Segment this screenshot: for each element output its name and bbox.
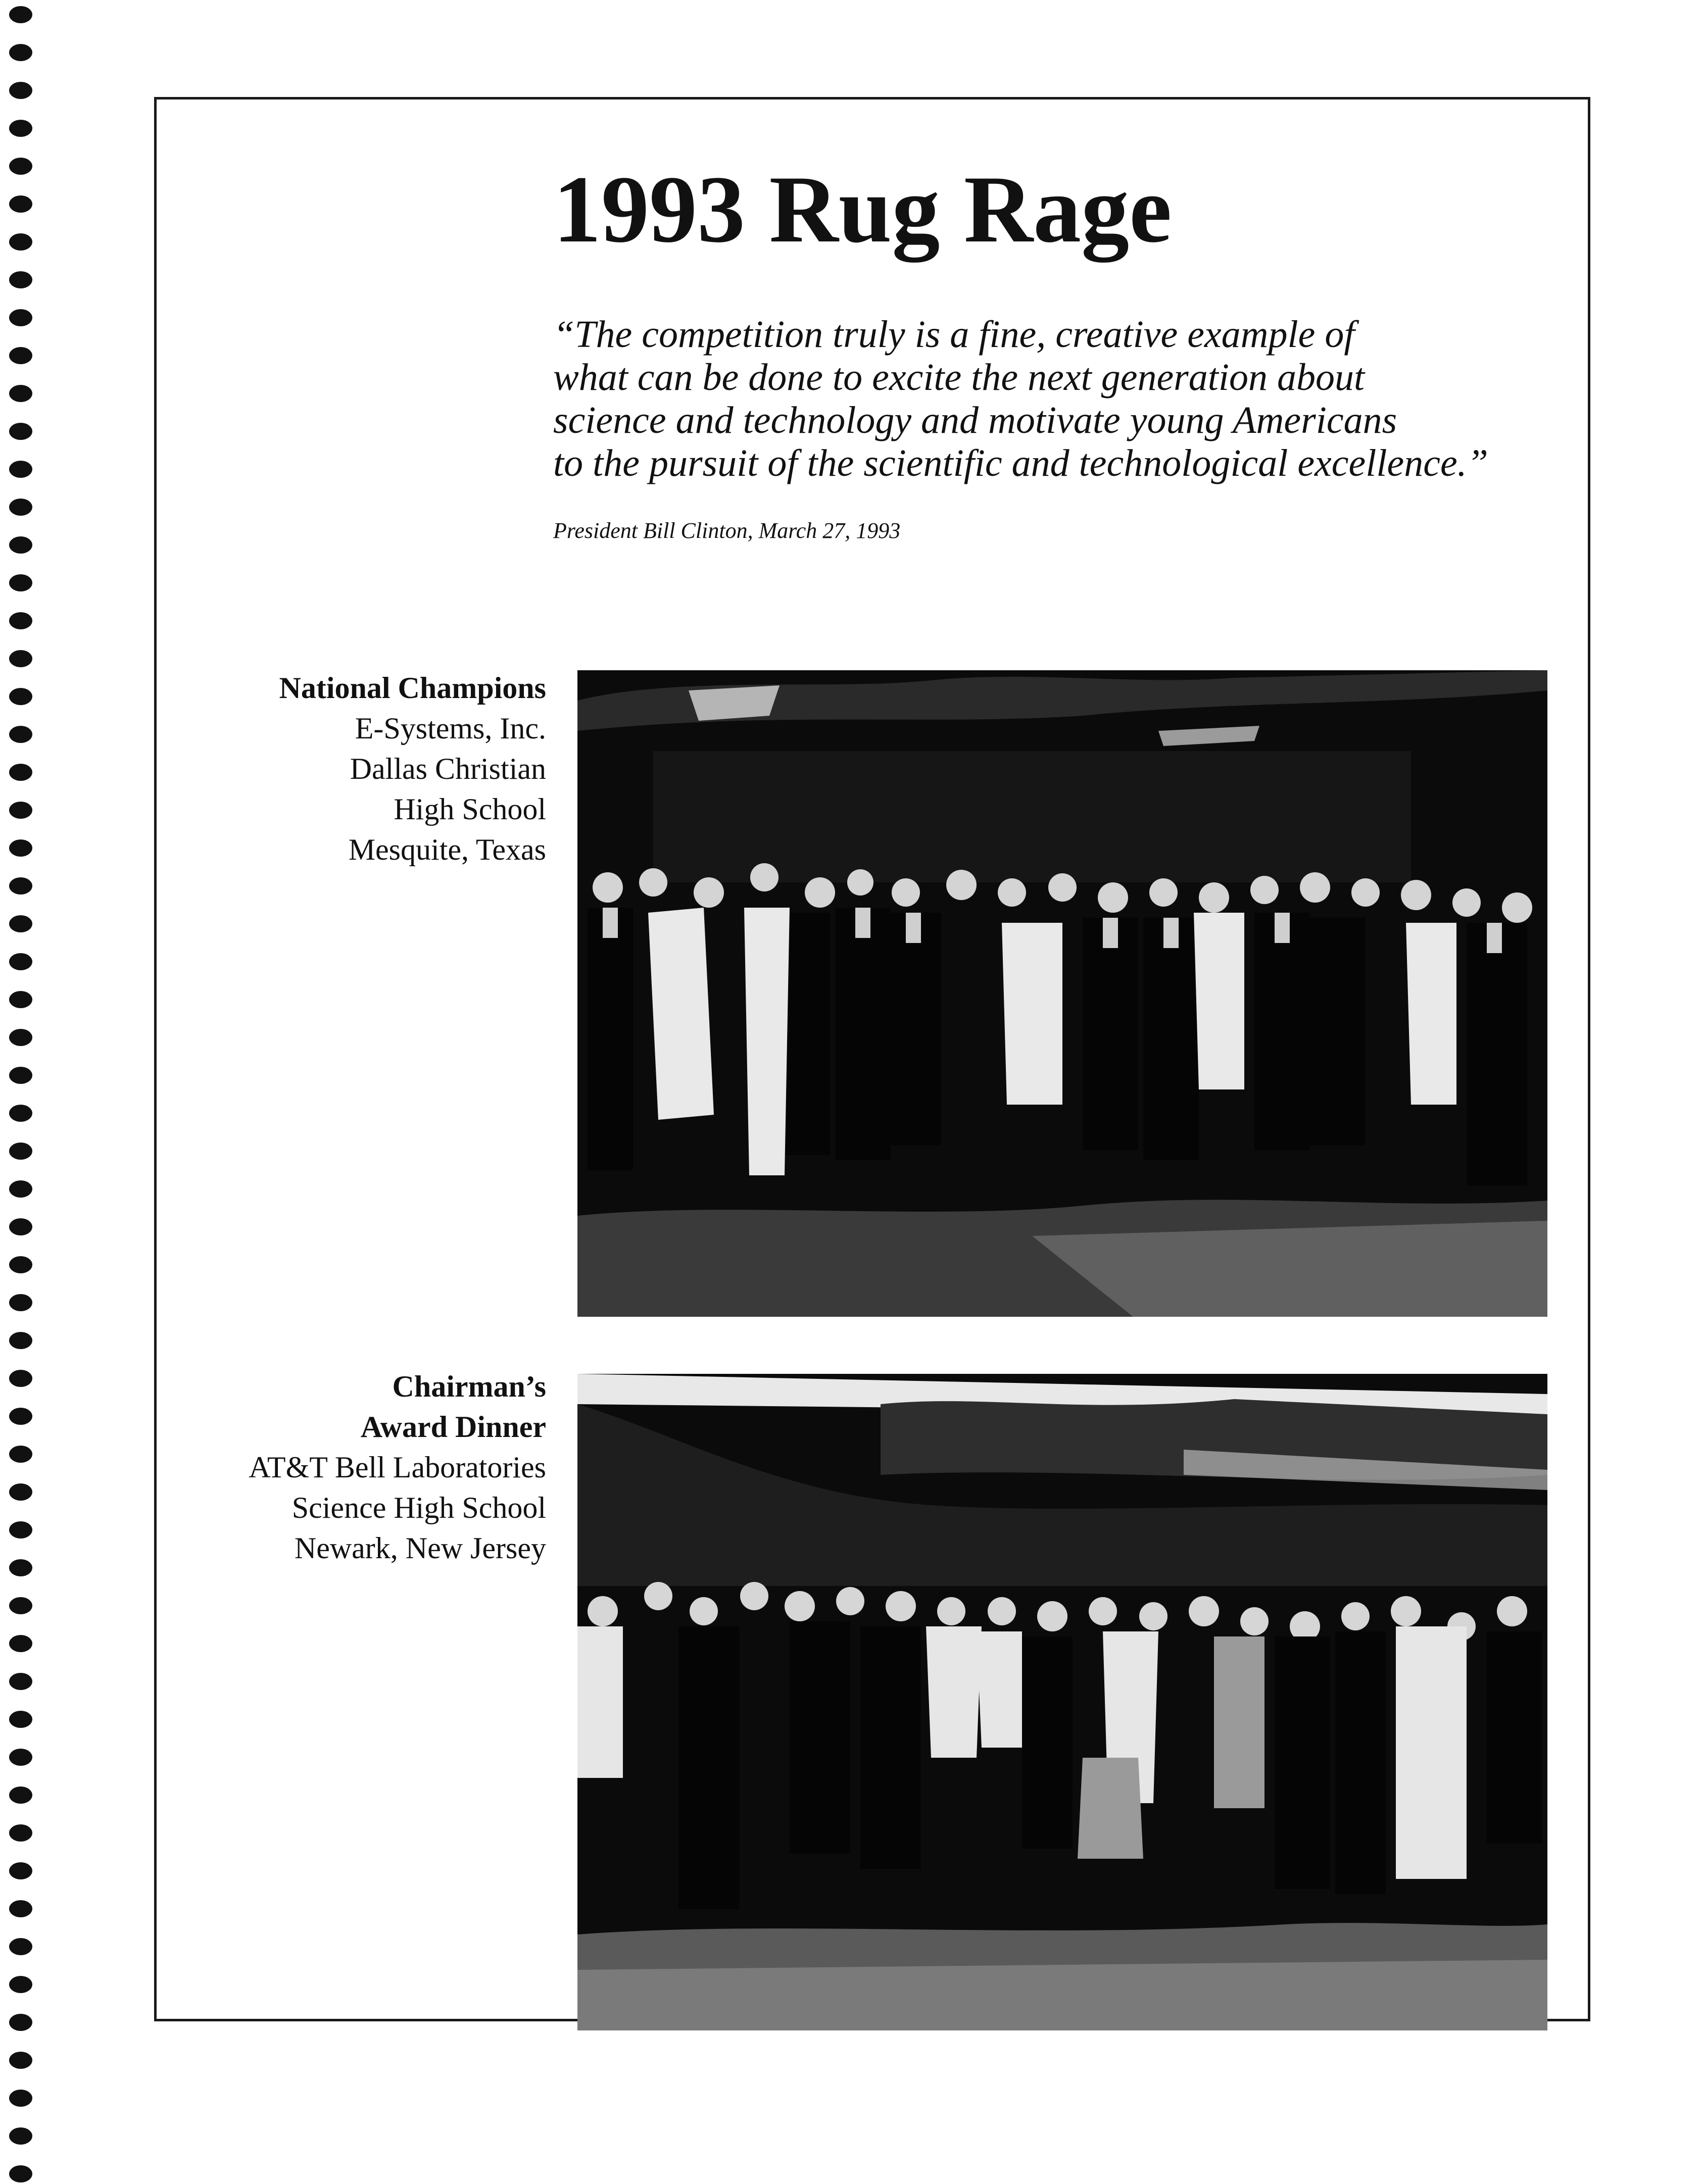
binding-hole (9, 1105, 32, 1122)
binding-hole (9, 385, 32, 402)
binding-hole (9, 1521, 32, 1538)
caption-heading: National Champions (279, 671, 546, 705)
caption-line: Science High School (291, 1491, 546, 1524)
binding-hole (9, 1332, 32, 1349)
group-photo-image (577, 670, 1547, 1317)
binding-hole (9, 1597, 32, 1614)
caption-heading: Chairman’s (392, 1370, 546, 1403)
binding-hole (9, 953, 32, 970)
binding-hole (9, 1673, 32, 1690)
binding-hole (9, 536, 32, 554)
binding-hole (9, 1938, 32, 1955)
caption-line: High School (394, 792, 546, 826)
binding-hole (9, 1900, 32, 1917)
binding-hole (9, 347, 32, 364)
caption-heading: Award Dinner (360, 1410, 546, 1444)
binding-hole (9, 1862, 32, 1879)
binding-hole (9, 1749, 32, 1766)
binding-hole (9, 461, 32, 478)
binding-hole (9, 158, 32, 175)
quote-line: what can be done to excite the next generation about (553, 356, 1365, 399)
binding-hole (9, 195, 32, 213)
binding-hole (9, 271, 32, 288)
binding-hole (9, 1559, 32, 1576)
binding-hole (9, 764, 32, 781)
caption-line: Newark, New Jersey (294, 1531, 546, 1565)
binding-hole (9, 1976, 32, 1993)
caption-line: AT&T Bell Laboratories (249, 1451, 546, 1484)
binding-hole (9, 574, 32, 591)
national-champions-caption (279, 668, 546, 870)
binding-hole (9, 1824, 32, 1842)
binding-hole (9, 1635, 32, 1652)
binding-hole (9, 877, 32, 895)
binding-hole (9, 839, 32, 857)
binding-hole (9, 1180, 32, 1198)
clinton-quote (553, 313, 1564, 485)
spiral-binding (0, 0, 45, 2184)
binding-hole (9, 423, 32, 440)
quote-line: to the pursuit of the scientific and technological excellence.” (553, 442, 1488, 484)
binding-hole (9, 1711, 32, 1728)
caption-line: Dallas Christian (350, 752, 546, 785)
quote-line: science and technology and motivate young Americans (553, 399, 1397, 441)
binding-hole (9, 991, 32, 1008)
binding-hole (9, 1370, 32, 1387)
binding-hole (9, 1067, 32, 1084)
binding-hole (9, 82, 32, 99)
binding-hole (9, 2014, 32, 2031)
binding-hole (9, 915, 32, 932)
binding-hole (9, 2165, 32, 2182)
caption-line: Mesquite, Texas (348, 833, 546, 866)
binding-hole (9, 726, 32, 743)
binding-hole (9, 6, 32, 23)
binding-hole (9, 1029, 32, 1046)
binding-hole (9, 233, 32, 251)
binding-hole (9, 612, 32, 629)
binding-hole (9, 2127, 32, 2145)
national-champions-group-photo (577, 670, 1547, 1317)
quote-line: “The competition truly is a fine, creative example of (553, 313, 1355, 356)
binding-hole (9, 309, 32, 326)
quote-attribution: President Bill Clinton, March 27, 1993 (553, 518, 901, 543)
binding-hole (9, 1256, 32, 1273)
binding-hole (9, 1143, 32, 1160)
caption-line: E-Systems, Inc. (355, 712, 546, 745)
binding-hole (9, 1294, 32, 1311)
binding-hole (9, 802, 32, 819)
page-title: 1993 Rug Rage (553, 157, 1172, 263)
binding-hole (9, 1483, 32, 1501)
binding-hole (9, 44, 32, 61)
binding-hole (9, 2052, 32, 2069)
binding-hole (9, 688, 32, 705)
group-photo-image (577, 1374, 1547, 2030)
binding-hole (9, 2090, 32, 2107)
chairmans-award-caption (249, 1366, 546, 1568)
binding-hole (9, 1446, 32, 1463)
binding-hole (9, 499, 32, 516)
binding-hole (9, 1786, 32, 1804)
binding-hole (9, 120, 32, 137)
binding-hole (9, 1408, 32, 1425)
binding-hole (9, 650, 32, 667)
chairmans-award-group-photo (577, 1374, 1547, 2030)
binding-hole (9, 1218, 32, 1235)
